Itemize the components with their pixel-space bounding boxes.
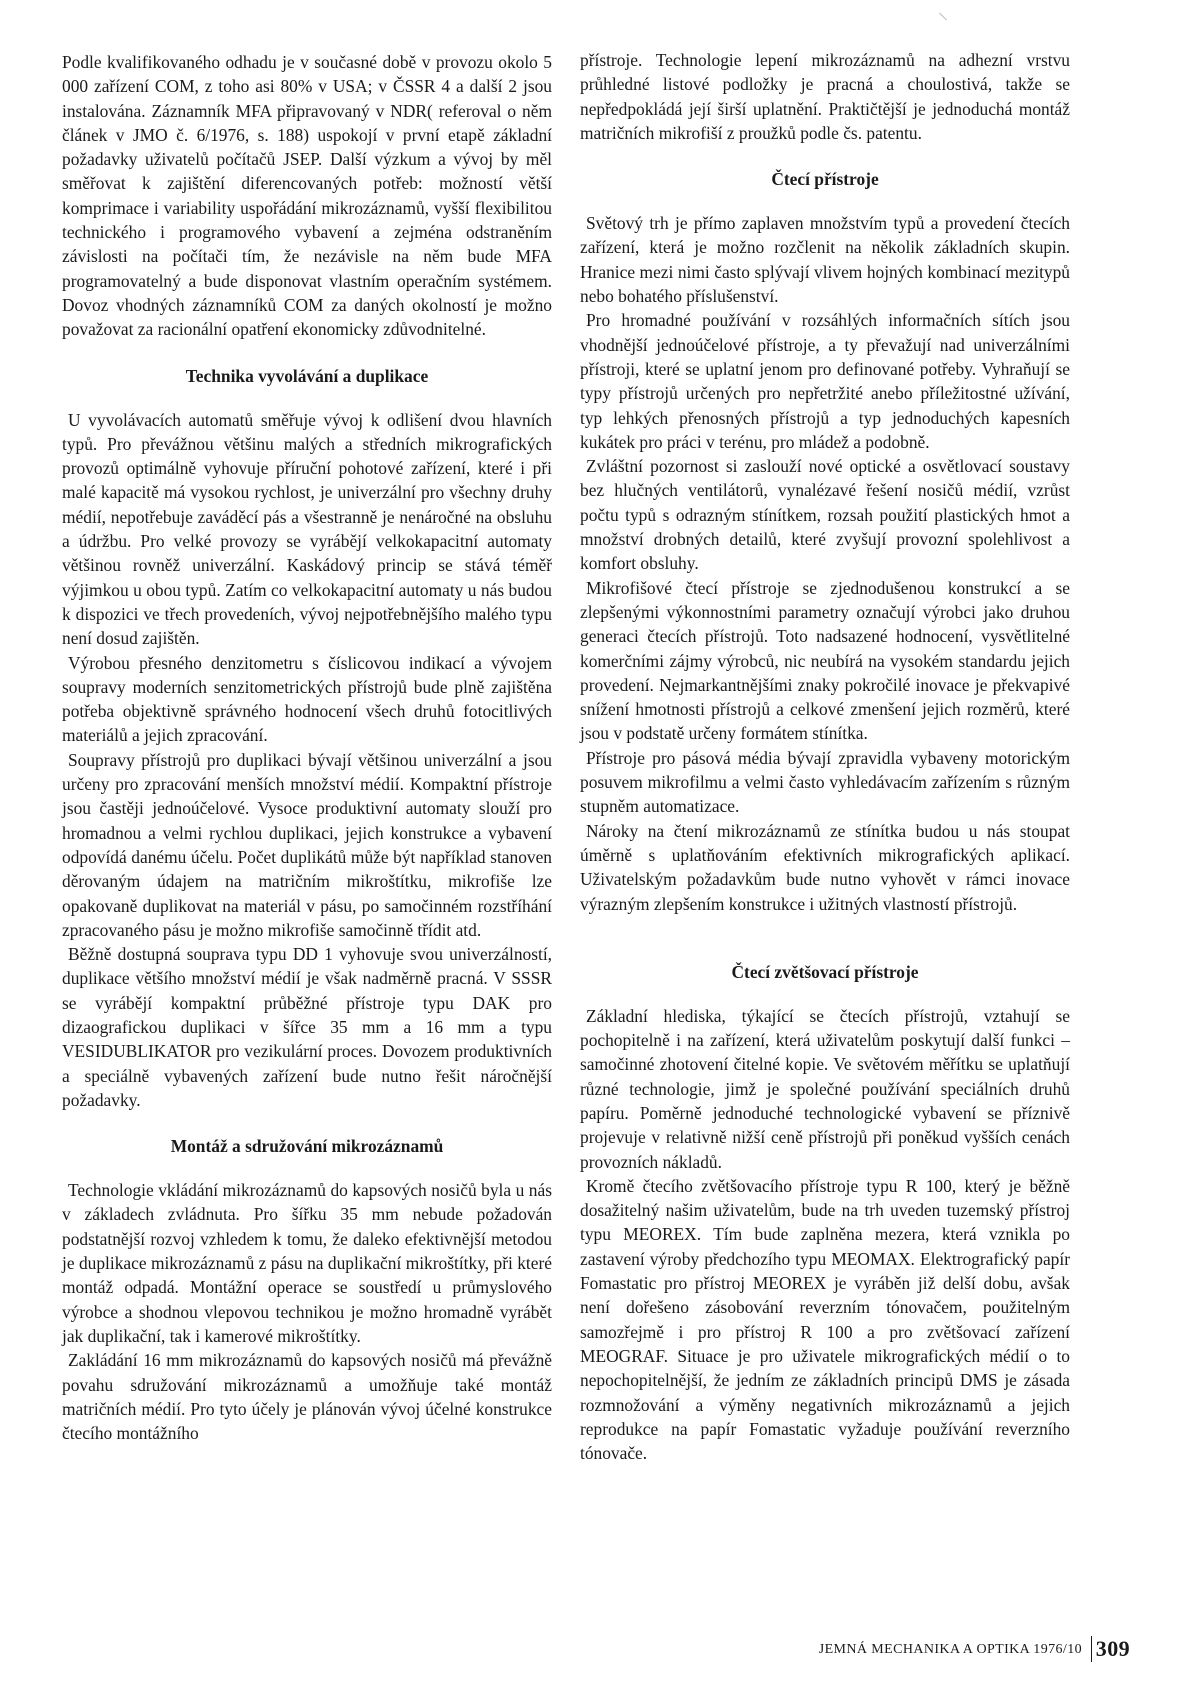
- paragraph: Nároky na čtení mikrozáznamů ze stínítka budou u nás stoupat úměrně s uplatňováním efektivních mikrografických aplikací. Uživatelským požadavkům bude nutno vyhovět v rámci inovace výrazným zlepšením konstrukce i užitných vlastností přístrojů.: [580, 820, 1070, 914]
- page-number: 309: [1095, 1636, 1130, 1661]
- left-column: [62, 50, 552, 1445]
- paragraph: U vyvolávacích automatů směřuje vývoj k odlišení dvou hlavních typů. Pro převážnou většinu malých a středních mikrografických provozů optimálně vyhovuje příruční pohotové zařízení, které i při malé kapacitě má vysokou rychlost, je univerzální pro všechny druhy médií, nepotřebuje zaváděcí pás a všestranně je nenáročné na obsluhu a údržbu. Pro velké provozy se vyrábějí velkokapacitní automaty většinou rovněž univerzální. Kaskádový princip se stává téměř výjimkou u obou typů. Zatím co velkokapacitní automaty u nás budou k dispozici ve třech provedeních, vývoj nejpotřebnějšího malého typu není dosud zajištěn.: [62, 409, 552, 649]
- paragraph: přístroje. Technologie lepení mikrozáznamů na adhezní vrstvu průhledné listové podložky je pracná a choulostivá, takže se nepředpokládá její širší uplatnění. Praktičtější je jednoduchá montáž matričních mikrofiší z proužků podle čs. patentu.: [580, 50, 1070, 143]
- paragraph: Soupravy přístrojů pro duplikaci bývají většinou univerzální a jsou určeny pro zpracování menších množství médií. Kompaktní přístroje jsou častěji jednoúčelové. Vysoce produktivní automaty slouží pro hromadnou a velmi rychlou duplikaci, jejich konstrukce a vybavení odpovídá danému účelu. Počet duplikátů může být například stanoven děrovaným údajem na matričním mikroštítku, mikrofiše lze opakovaně duplikovat na materiál v pásu, po samočinném rozstříhání zpracovaného pásu je možno mikrofiše samočinně třídit atd.: [62, 749, 552, 940]
- paragraph: Mikrofišové čtecí přístroje se zjednodušenou konstrukcí a se zlepšenými výkonnostními parametry označují výrobci jako druhou generaci čtecích přístrojů. Toto nadsazené hodnocení, vysvětlitelné komerčními zájmy výrobců, nic neubírá na vysokém standardu jejich provedení. Nejmarkantnějšími znaky pokročilé inovace je překvapivé snížení hmotnosti přístrojů a celkové zmenšení jejich rozměrů, které jsou v podstatě určeny formátem stínítka.: [580, 577, 1070, 744]
- scan-mark: [939, 13, 947, 21]
- right-column: [580, 48, 1070, 1465]
- paragraph: Výrobou přesného denzitometru s číslicovou indikací a vývojem soupravy moderních senzitometrických přístrojů bude plně zajištěna potřeba objektivně správného hodnocení všech druhů fotocitlivých materiálů a jejich zpracování.: [62, 652, 552, 746]
- paragraph: Kromě čtecího zvětšovacího přístroje typu R 100, který je běžně dosažitelný našim uživatelům, bude na trh uveden tuzemský přístroj typu MEOREX. Tím bude zaplněna mezera, která vznikla po zastavení výroby předchozího typu MEOMAX. Elektrografický papír Fomastatic pro přístroj MEOREX je vyráběn již delší dobu, avšak není dořešeno zásobování reverzním tónovačem, použitelným samozřejmě i pro přístroj R 100 a pro zvětšovací zařízení MEOGRAF. Situace je pro uživatele mikrografických médií o to nepochopitelnější, že jedním ze základních principů DMS je zásada rozmnožování a výměny negativních mikrozáznamů a jejich reprodukce na papír Fomastatic vyžaduje používání reverzního tónovače.: [580, 1175, 1070, 1464]
- section-heading-readers: Čtecí přístroje: [771, 169, 879, 190]
- paragraph: Základní hlediska, týkající se čtecích přístrojů, vztahují se pochopitelně i na zařízení, která uživatelům poskytují další funkci – samočinné zhotovení čitelné kopie. Ve světovém měřítku se uplatňují různé technologie, jimž je společné používání speciálních druhů papíru. Poměrně jednoduché technologické vybavení se příznivě projevuje v relativně nižší ceně přístrojů při poněkud vyšších cenách provozních nákladů.: [580, 1005, 1070, 1172]
- paragraph: Zakládání 16 mm mikrozáznamů do kapsových nosičů má převážně povahu sdružování mikrozáznamů a umožňuje také montáž matričních médií. Pro tyto účely je plánován vývoj účelné konstrukce čtecího montážního: [62, 1350, 552, 1444]
- page-footer: [758, 1636, 1138, 1666]
- section-heading-development: Technika vyvolávání a duplikace: [185, 365, 429, 386]
- paragraph: Podle kvalifikovaného odhadu je v současné době v provozu okolo 5 000 zařízení COM, z toho asi 80% v USA; v ČSSR 4 a další 2 jsou instalována. Záznamník MFA připravovaný v NDR( referoval o něm článek v JMO č. 6/1976, s. 188) uspokojí v první etapě základní požadavky uživatelů počítačů JSEP. Další výzkum a vývoj by měl směřovat k zajištění diferencovaných potřeb: možností větší komprimace i variability uspořádání mikrozáznamů, vyšší flexibilitou technického i programového vybavení a zejména odstraněním závislosti na počítači tím, že nezávisle na něm bude MFA programovatelný a bude disponovat vlastním operačním systémem. Dovoz vhodných záznamníků COM za daných okolností je možno považovat za racionální opatření ekonomicky zdůvodnitelné.: [62, 52, 552, 340]
- paragraph: Přístroje pro pásová média bývají zpravidla vybaveny motorickým posuvem mikrofilmu a velmi často vyhledávacím zařízením s různým stupněm automatizace.: [580, 747, 1070, 817]
- paragraph: Technologie vkládání mikrozáznamů do kapsových nosičů byla u nás v základech zvládnuta. Pro šířku 35 mm nebude požadován podstatnější rozvoj vzhledem k tomu, že daleko efektivnější metodou je duplikace mikrozáznamů z pásu na duplikační mikroštítky, při které montáž odpadá. Montážní operace se soustředí u průmyslového výrobce a shodnou vlepovou technikou je možno hromadně vyrábět jak duplikační, tak i kamerové mikroštítky.: [62, 1180, 552, 1346]
- paragraph: Pro hromadné používání v rozsáhlých informačních sítích jsou vhodnější jednoúčelové přístroje, a ty převažují nad univerzálními přístroji, které se uplatní jenom pro definované potřeby. Vyhraňují se typy přístrojů určených pro nepřetržité anebo příležitostné užívání, typ lehkých přenosných přístrojů a typ jednoduchých kapesních kukátek pro práci v terénu, pro mládež a podobně.: [580, 310, 1070, 452]
- paragraph: Světový trh je přímo zaplaven množstvím typů a provedení čtecích zařízení, která je možno rozčlenit na několik základních skupin. Hranice mezi nimi často splývají vlivem hojných kombinací mezitypů nebo bohatého příslušenství.: [580, 213, 1070, 307]
- section-heading-mounting: Montáž a sdružování mikrozáznamů: [170, 1136, 444, 1157]
- footer-divider: [1091, 1636, 1093, 1662]
- journal-title: JEMNÁ MECHANIKA A OPTIKA 1976/10: [818, 1642, 1082, 1657]
- paragraph: Zvláštní pozornost si zaslouží nové optické a osvětlovací soustavy bez hlučných ventilátorů, vynalézavé řešení nosičů médií, vzrůst počtu typů s odrazným stínítkem, rozsah použití plastických hmot a množství drobných detailů, které zvyšují provozní spolehlivost a komfort obsluhy.: [580, 456, 1070, 574]
- spacer: [580, 916, 1070, 938]
- paragraph: Běžně dostupná souprava typu DD 1 vyhovuje svou univerzálností, duplikace většího množství médií je však nadměrně pracná. V SSSR se vyrábějí kompaktní průběžné přístroje typu DAK pro dizaografickou duplikaci v šířce 35 mm a 16 mm a typu VESIDUBLIKATOR pro vezikulární proces. Dovozem produktivních a speciálně vybavených zařízení bude nutno řešit náročnější požadavky.: [62, 944, 552, 1110]
- section-heading-reader-printers: Čtecí zvětšovací přístroje: [731, 961, 919, 982]
